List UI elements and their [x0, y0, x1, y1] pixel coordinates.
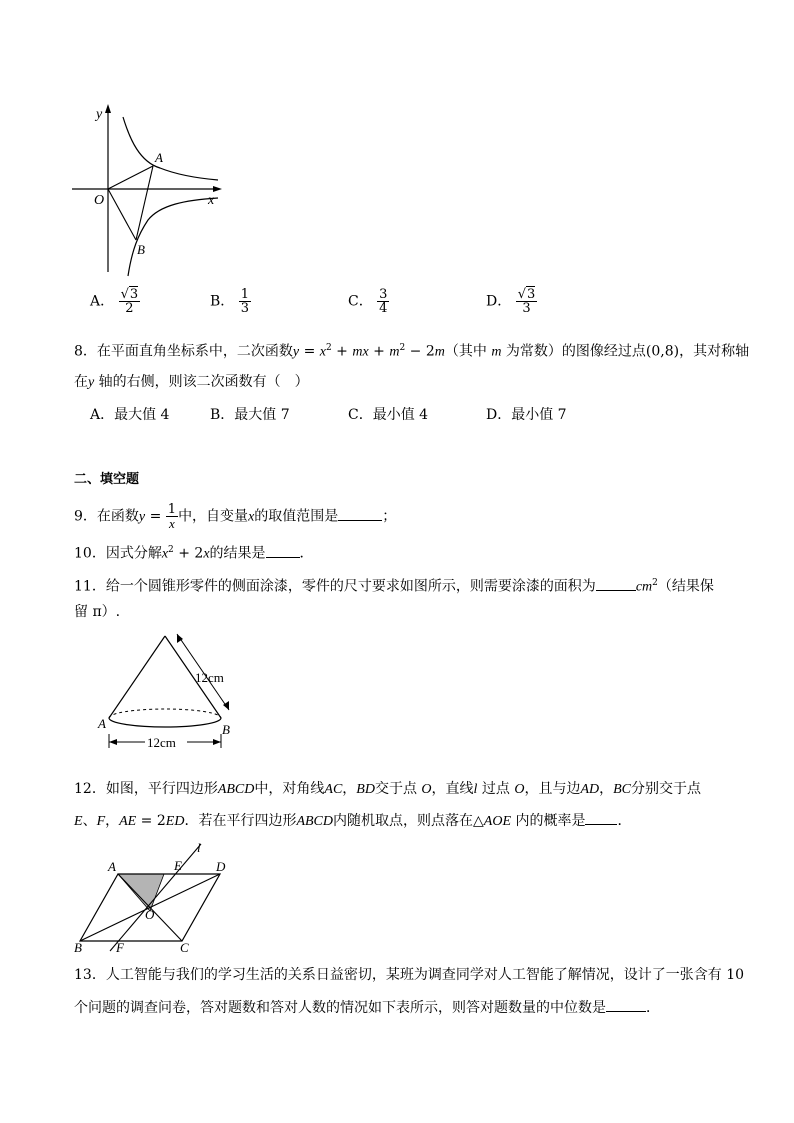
math: + 2 [173, 545, 204, 562]
math: F [96, 814, 106, 829]
label-d: D [216, 859, 226, 874]
segment-ab [136, 166, 153, 240]
text: 的取值范围是 [254, 508, 339, 525]
text: 11．给一个圆锥形零件的侧面涂漆，零件的尺寸要求如图所示，则需要涂漆的面积为 [74, 578, 596, 595]
math: + [331, 343, 353, 360]
text: 过点 [477, 781, 515, 797]
math: (0,8) [645, 343, 680, 360]
q12-line-2 [74, 810, 631, 832]
text: ．若在平行四边形 [184, 813, 297, 829]
math: cm [635, 579, 653, 595]
label-a: A [108, 859, 116, 874]
math: m [491, 344, 502, 360]
option-label: A． [90, 293, 115, 310]
math: + [368, 343, 390, 360]
answer-blank[interactable] [596, 576, 636, 591]
denominator: 3 [522, 301, 531, 316]
q8-option-a[interactable]: A．最大值 4 [90, 407, 170, 423]
label-e: E [174, 858, 182, 873]
answer-blank[interactable] [606, 997, 646, 1012]
label-f: F [116, 940, 124, 953]
text: 9．在函数 [74, 508, 139, 525]
math: AC [324, 782, 343, 797]
math: 2 [168, 545, 174, 555]
math: m [389, 344, 400, 360]
text: 8．在平面直角坐标系中，二次函数 [74, 343, 293, 360]
denominator: 3 [240, 301, 250, 316]
math: O [514, 782, 525, 797]
text: ． [299, 545, 314, 562]
text: 在 [74, 374, 88, 390]
text: ，其对称轴 [679, 343, 750, 360]
fraction: $\frac{√3}{2}$ [120, 287, 139, 316]
radicand: 3 [129, 287, 139, 302]
cone-figure [95, 630, 245, 755]
answer-blank[interactable] [266, 543, 300, 558]
q7-option-a[interactable] [90, 288, 140, 315]
math: ABCD [296, 814, 334, 829]
triangle-aoe-shaded [118, 874, 164, 911]
text: 中，对角线 [254, 781, 325, 797]
fraction [239, 288, 251, 315]
q12-line-1 [74, 779, 701, 800]
text: 12．如图，平行四边形 [74, 781, 218, 797]
option-label: C． [348, 293, 373, 310]
label-o: O [94, 193, 105, 208]
math: BC [613, 782, 632, 797]
q10-line [74, 540, 314, 565]
math: 2 [652, 578, 658, 588]
label-x: x [208, 193, 215, 208]
fraction: $\frac{√3}{3}$ [517, 287, 536, 316]
base-arrow-left [109, 739, 117, 745]
denominator: 4 [379, 301, 388, 316]
q7-option-b[interactable] [210, 288, 251, 315]
q13-line-2 [74, 997, 660, 1018]
text: 分别交于点 [631, 781, 702, 797]
math: AD [580, 782, 600, 797]
segment-ob [108, 189, 136, 240]
label-a: A [155, 150, 163, 165]
numerator: 3 [379, 287, 388, 302]
slant-label: 12cm [195, 670, 224, 685]
line-l [110, 844, 201, 951]
label-b: B [74, 940, 82, 953]
parallelogram-figure [70, 838, 240, 953]
label-c: C [180, 940, 189, 953]
y-axis-arrow [105, 104, 111, 113]
base-back-arc [109, 709, 221, 718]
text: （其中 [444, 343, 492, 360]
label-b: B [137, 242, 145, 257]
text: ， [342, 781, 357, 797]
base-label: 12cm [147, 735, 176, 750]
math: ABCD [217, 782, 255, 797]
math: m [434, 344, 445, 360]
label-a: A [98, 716, 106, 731]
text: ． [617, 813, 632, 829]
base-front-arc [109, 718, 221, 727]
fraction [377, 288, 389, 315]
text: 中，自变量 [178, 508, 249, 525]
text: 个问题的调查问卷，答对题数和答对人数的情况如下表所示，则答对题数量的中位数是 [74, 1000, 606, 1016]
fraction [166, 503, 178, 530]
hyperbola-figure [60, 100, 240, 285]
math: = [299, 343, 320, 360]
math: E [74, 814, 83, 829]
text: ， [599, 781, 614, 797]
text: 、 [82, 813, 97, 829]
numerator: 1 [240, 287, 250, 302]
math: AOE [483, 814, 512, 829]
math: y [292, 344, 300, 360]
text: 交于点 [374, 781, 422, 797]
text: ． [646, 1000, 660, 1016]
section-heading: 二、填空题 [74, 472, 140, 487]
q7-option-c[interactable] [348, 288, 389, 315]
q13-line-1: 13．人工智能与我们的学习生活的关系日益密切，某班为调查同学对人工智能了解情况，设计了一张含有 10 [74, 967, 745, 983]
label-l: l [197, 840, 201, 855]
math: AE [119, 814, 137, 829]
math: x [203, 546, 210, 562]
label-b: B [222, 722, 230, 737]
math: x [161, 546, 169, 562]
cone-left-edge [109, 636, 165, 718]
q8-line-2 [74, 372, 309, 393]
math: y [88, 375, 95, 390]
math: x [248, 509, 255, 525]
answer-blank[interactable] [338, 506, 382, 521]
x-axis-arrow [213, 186, 222, 192]
text: 的结果是 [209, 545, 266, 562]
q9-line [74, 503, 396, 530]
text: ，直线 [431, 781, 474, 797]
radicand: 3 [526, 287, 536, 302]
text: ，且与边 [524, 781, 581, 797]
answer-blank[interactable] [585, 810, 617, 825]
numerator: 1 [167, 502, 177, 517]
q8-option-d[interactable]: D．最小值 7 [486, 407, 567, 423]
math: mx [352, 344, 369, 360]
segment-oa [108, 166, 153, 189]
math: x [319, 344, 326, 360]
q11-line-2: 留 π）. [74, 604, 121, 620]
text: 轴的右侧，则该二次函数有（ ） [94, 374, 309, 390]
text: 10．因式分解 [74, 545, 162, 562]
math: ED [165, 814, 185, 829]
label-o: O [145, 907, 155, 922]
math: = 2 [136, 813, 166, 829]
text: ； [382, 508, 397, 525]
text: 内的概率是 [511, 813, 586, 829]
base-arrow-right [213, 739, 221, 745]
math: O [421, 782, 432, 797]
math: 2 [399, 343, 406, 353]
math: l [473, 782, 478, 797]
text: （结果保 [657, 578, 714, 595]
text: 内随机取点，则点落在△ [333, 813, 484, 829]
math: = [145, 508, 166, 525]
option-label: B． [210, 293, 235, 310]
denominator: x [169, 516, 175, 531]
label-y: y [96, 107, 103, 122]
lower-hyperbola [128, 198, 218, 276]
upper-hyperbola [123, 117, 218, 180]
q7-option-d[interactable] [486, 288, 537, 315]
math: y [138, 509, 146, 525]
q8-option-b[interactable]: B．最大值 7 [210, 407, 290, 423]
q11-line-1 [74, 573, 714, 598]
q8-line-1 [74, 338, 749, 363]
text: 为常数）的图像经过点 [501, 343, 646, 360]
option-label: D． [486, 293, 512, 310]
math: BD [356, 782, 375, 797]
q8-option-c[interactable]: C．最小值 4 [348, 407, 429, 423]
text: ， [105, 813, 120, 829]
denominator: 2 [125, 301, 134, 316]
math: − 2 [405, 343, 435, 360]
math: 2 [326, 343, 332, 353]
